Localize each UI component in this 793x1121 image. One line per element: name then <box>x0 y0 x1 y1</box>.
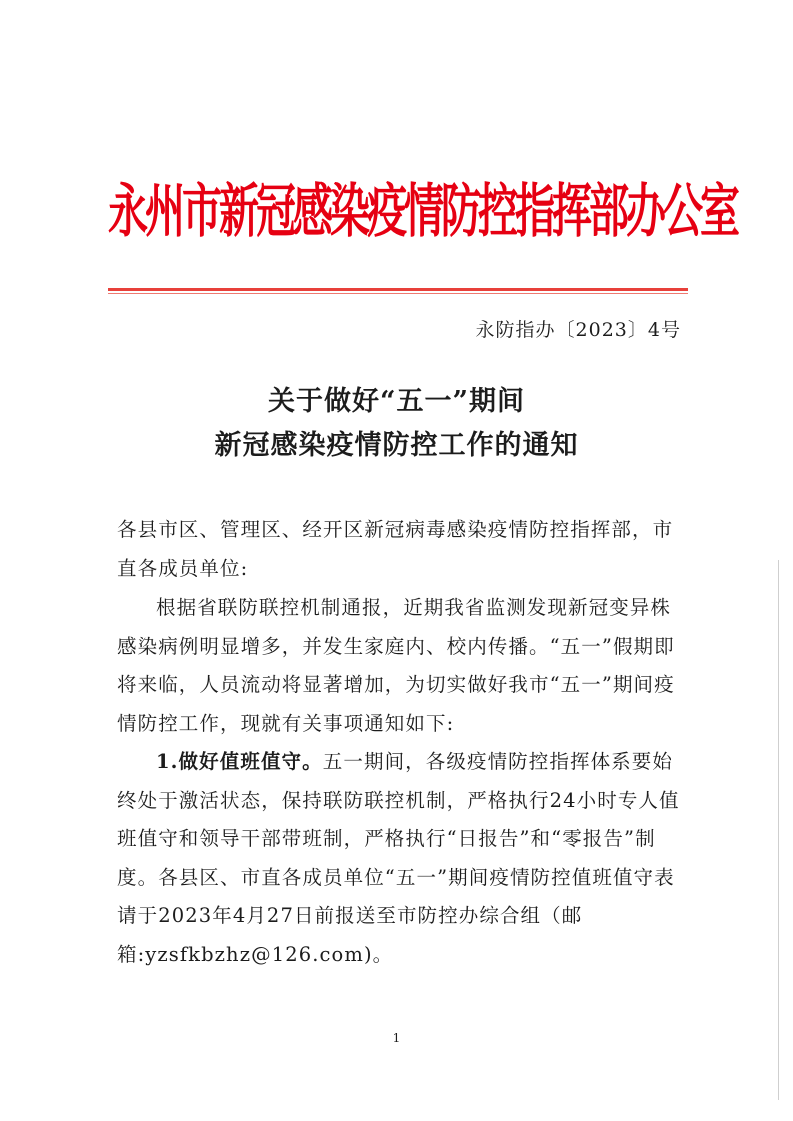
letterhead-red-rule <box>108 288 688 291</box>
document-title-line-2: 新冠感染疫情防控工作的通知 <box>214 430 579 461</box>
issuer-letterhead-title: 永州市新冠感染疫情防控指挥部办公室 <box>108 177 737 246</box>
document-title-line-1: 关于做好“五一”期间 <box>267 386 526 417</box>
body-paragraph-1: 根据省联防联控机制通报，近期我省监测发现新冠变异株感染病例明显增多，并发生家庭内、校内传播。“五一”假期即将来临，人员流动将显著增加，为切实做好我市“五一”期间疫情防控工作，现就有关事项通知如下: <box>117 596 675 735</box>
paragraph-2-heading: 1.做好值班值守。 <box>156 750 323 773</box>
page-number: 1 <box>392 1031 401 1045</box>
scan-edge-line <box>778 560 779 1100</box>
letterhead-red-rule-thin <box>108 293 688 294</box>
body-paragraph-2 <box>117 743 683 974</box>
document-number: 永防指办〔2023〕4号 <box>475 319 681 341</box>
paragraph-2-text: 五一期间，各级疫情防控指挥体系要始终处于激活状态，保持联防联控机制，严格执行24小时专人值班值守和领导干部带班制，严格执行“日报告”和“零报告”制度。各县区、市直各成员单位“五一”期间疫情防控值班值守表请于2023年4月27日前报送至市防控办综合组（邮箱:yzsfkbzhz@126.com)。 <box>117 750 680 966</box>
addressee: 各县市区、管理区、经开区新冠病毒感染疫情防控指挥部，市直各成员单位: <box>117 518 674 580</box>
